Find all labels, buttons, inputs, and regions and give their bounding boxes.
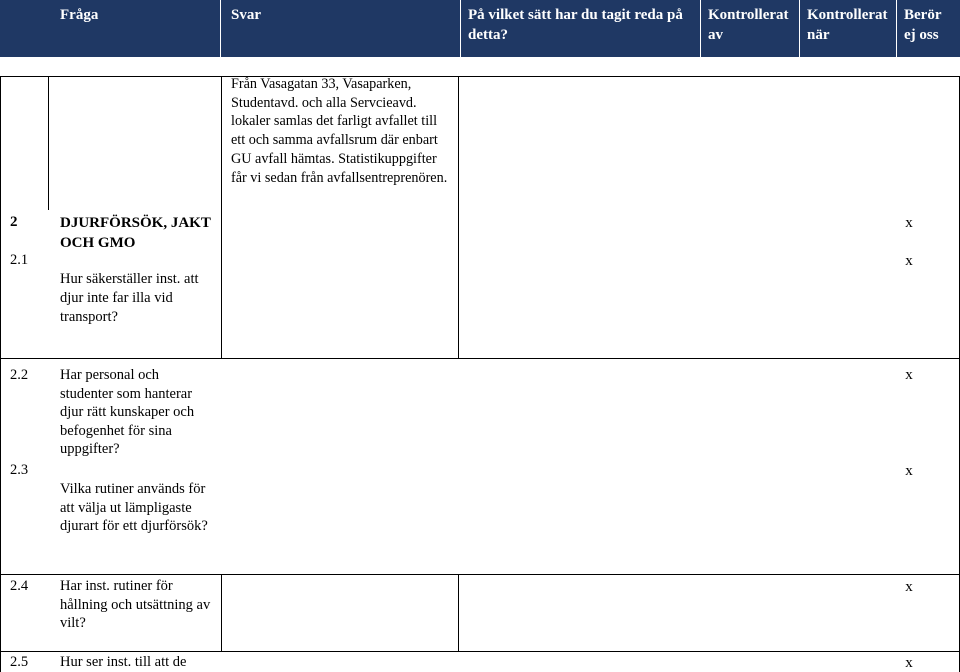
section-title: DJURFÖRSÖK, JAKT OCH GMO: [60, 215, 211, 251]
col-divider: [221, 574, 222, 652]
row-divider: [0, 358, 960, 359]
q25-number: 2.5: [10, 654, 29, 670]
q24-number: 2.4: [10, 578, 29, 594]
header-svar: Svar: [220, 0, 460, 57]
q24-text: Har inst. rutiner för hållning och utsättning av vilt?: [60, 578, 211, 632]
q22-text: Har personal och studenter som hanterar djur rätt kunskaper och befogenhet för sina uppgifter?: [60, 367, 195, 458]
header-kontrollerat-nar: Kontrollerat när: [799, 0, 896, 57]
q23-text: Vilka rutiner används för att välja ut lämpligaste djurart för ett djurförsök?: [60, 481, 208, 535]
q25-text: Hur ser inst. till att de: [60, 654, 187, 670]
col-divider: [458, 76, 459, 359]
col-divider: [0, 76, 1, 672]
header-fraga: Fråga: [60, 7, 99, 23]
q21-number: 2.1: [10, 252, 29, 268]
col-divider: [458, 574, 459, 652]
q23-number: 2.3: [10, 462, 29, 478]
header-tagit-reda: På vilket sätt har du tagit reda på detta?: [460, 0, 700, 57]
section-mark-x: x: [905, 215, 913, 231]
q22-number: 2.2: [10, 367, 29, 383]
q21-text: Hur säkerställer inst. att djur inte far illa vid transport?: [60, 271, 199, 325]
row-divider: [0, 651, 960, 652]
q24-mark-x: x: [905, 579, 913, 595]
q22-mark-x: x: [905, 367, 913, 383]
col-divider: [221, 76, 222, 359]
row-divider: [0, 76, 960, 77]
q21-mark-x: x: [905, 253, 913, 269]
col-divider: [48, 76, 49, 210]
header-beror-ej: Berör ej oss: [896, 0, 960, 57]
section-number: 2: [10, 214, 18, 230]
q25-mark-x: x: [905, 655, 913, 671]
row-divider: [0, 574, 960, 575]
q23-mark-x: x: [905, 463, 913, 479]
table-header: [0, 0, 960, 57]
header-kontrollerat-av: Kontrollerat av: [700, 0, 799, 57]
previous-answer-text: Från Vasagatan 33, Vasaparken, Studentavd. och alla Servcieavd. lokaler samlas det farligt avfallet till ett och samma avfallsrum där enbart GU avfall hämtas. Statistikuppgifter får vi sedan från avfallsentreprenören.: [231, 76, 448, 186]
